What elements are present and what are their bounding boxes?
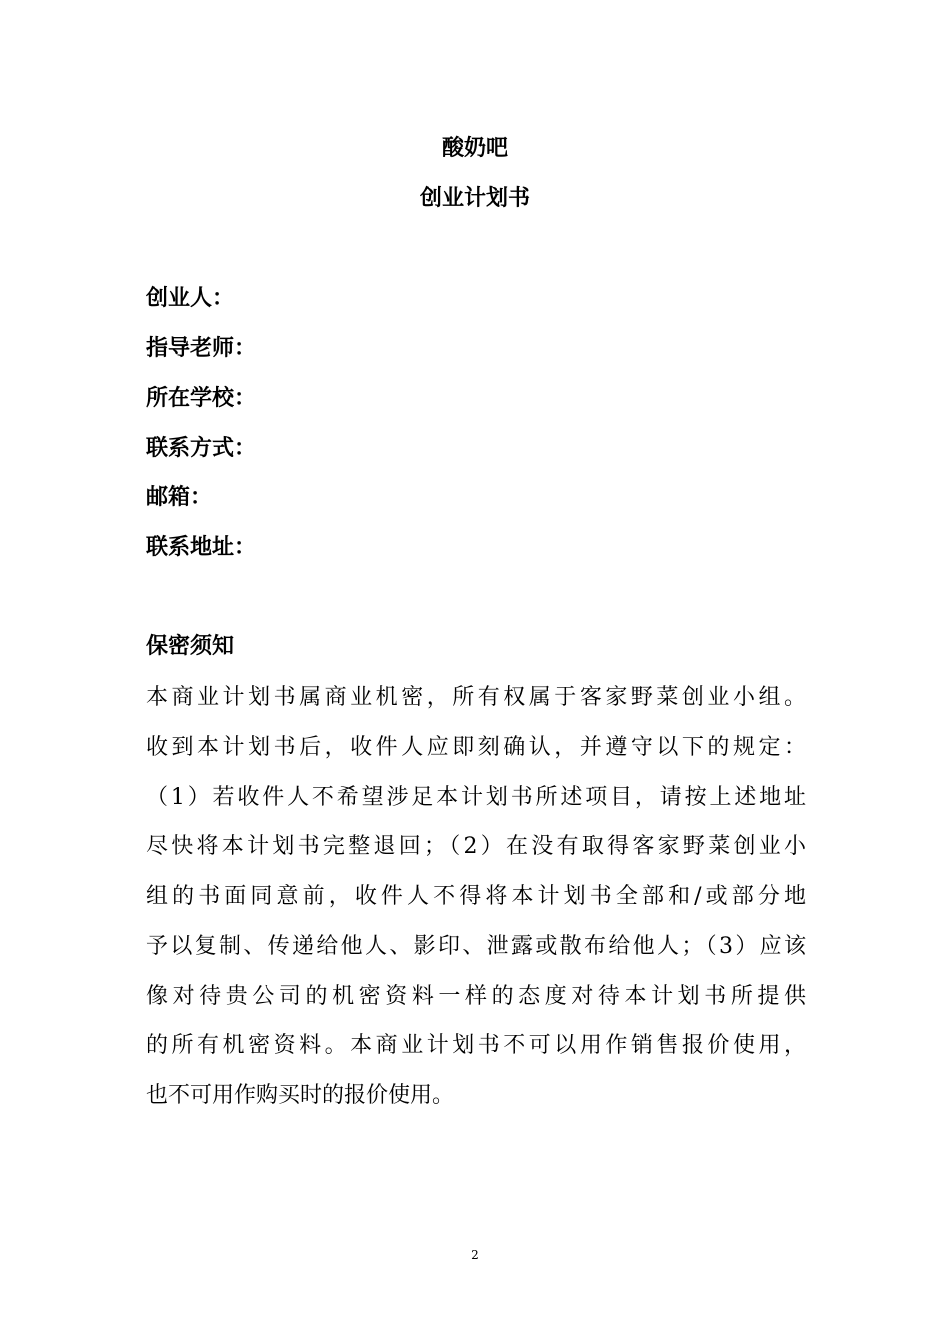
document-subtitle: 创业计划书: [419, 186, 530, 211]
contact-field: 联系方式：: [146, 436, 257, 461]
school-field: 所在学校：: [146, 386, 257, 411]
email-field: 邮箱：: [146, 485, 213, 510]
notice-line: 像对待贵公司的机密资料一样的态度对待本计划书所提供: [146, 984, 806, 1009]
founder-field: 创业人：: [146, 286, 235, 311]
address-field: 联系地址：: [146, 535, 257, 560]
advisor-field: 指导老师：: [146, 336, 257, 361]
page-number: 2: [471, 1248, 479, 1262]
notice-line: 尽快将本计划书完整退回；（2）在没有取得客家野菜创业小: [146, 834, 806, 859]
notice-line: 组的书面同意前，收件人不得将本计划书全部和/或部分地: [146, 884, 806, 909]
document-title: 酸奶吧: [441, 136, 508, 161]
notice-line: 也不可用作购买时的报价使用。: [146, 1083, 455, 1108]
notice-line: 收到本计划书后，收件人应即刻确认，并遵守以下的规定：: [146, 735, 806, 760]
notice-line: （1）若收件人不希望涉足本计划书所述项目，请按上述地址: [146, 785, 806, 810]
notice-line: 的所有机密资料。本商业计划书不可以用作销售报价使用，: [146, 1033, 806, 1058]
confidentiality-heading: 保密须知: [146, 634, 235, 659]
notice-line: 本商业计划书属商业机密，所有权属于客家野菜创业小组。: [146, 685, 806, 710]
notice-line: 予以复制、传递给他人、影印、泄露或散布给他人；（3）应该: [146, 934, 806, 959]
